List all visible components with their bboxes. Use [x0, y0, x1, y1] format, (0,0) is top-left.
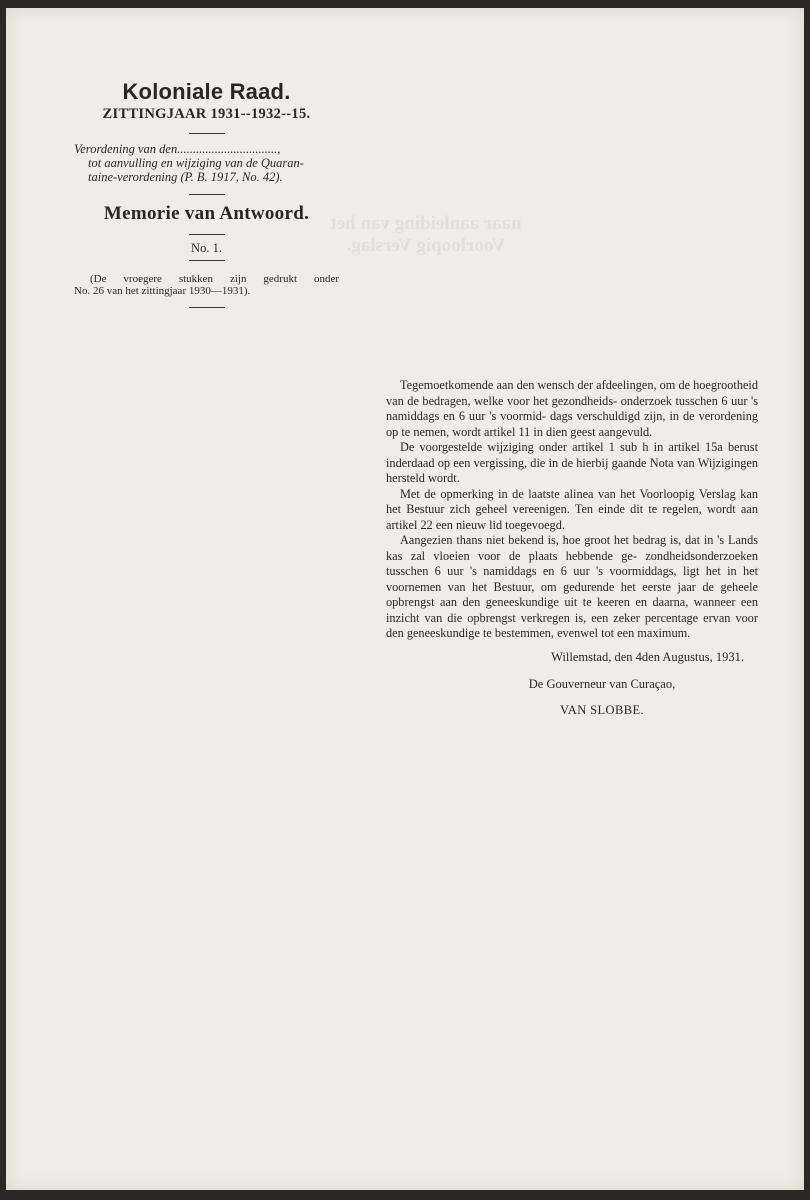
bleed-through-text: naar aanleiding van het Voorloopig Verslag. [330, 213, 522, 256]
divider [189, 133, 225, 134]
body-paragraph: Tegemoetkomende aan den wensch der afdeelingen, om de hoegrootheid van de bedragen, welke voor het gezondheids- onderzoek tusschen 6 uur 's namiddags en 6 uur 's voormid- dags verschuldigd zijn, in de verordening op te nemen, wordt artikel 11 in dien geest aangevuld. [386, 378, 759, 439]
header-column [74, 80, 339, 316]
body-paragraph: Met de opmerking in de laatste alinea van het Voorloopig Verslag kan het Bestuur zich geheel vereenigen. Ten einde dit te regelen, wordt aan artikel 22 een nieuw lid toegevoegd. [386, 486, 758, 532]
ordinance-line: taine-verordening (P. B. 1917, No. 42). [88, 170, 283, 184]
body-paragraph: De voorgestelde wijziging onder artikel 1 sub h in artikel 15a berust inderdaad op een vergissing, die in de hierbij gaande Nota van Wijzigingen hersteld wordt. [386, 440, 758, 485]
signature-name: VAN SLOBBE. [559, 702, 645, 717]
divider [189, 307, 225, 308]
divider [189, 194, 225, 195]
council-title: Koloniale Raad. [122, 79, 291, 104]
previous-documents-note [74, 273, 339, 297]
divider [189, 260, 225, 261]
ordinance-line: Verordening van den................................, [74, 142, 281, 156]
note-line: (De vroegere stukken zijn gedrukt onder [90, 273, 339, 285]
document-page [6, 8, 804, 1190]
ordinance-line: tot aanvulling en wijziging van de Quaran- [88, 156, 304, 170]
document-number: No. 1. [191, 241, 222, 255]
place-date: Willemstad, den 4den Augustus, 1931. [551, 649, 744, 664]
note-line: No. 26 van het zittingjaar 1930—1931). [74, 285, 251, 297]
divider [189, 234, 225, 235]
ordinance-title [74, 142, 339, 184]
memorie-body [386, 378, 758, 718]
governor-title: De Gouverneur van Curaçao, [528, 677, 676, 691]
memorie-title: Memorie van Antwoord. [103, 203, 310, 224]
body-paragraph: Aangezien thans niet bekend is, hoe groot het bedrag is, dat in 's Lands kas zal vloeien voor de plaats hebbende ge- zondheidsonderzoeken tusschen 6 uur 's namiddags en 6 uur 's voormiddags, ligt het in het voornemen van het Bestuur, om gedurende het eerste jaar de geheele opbrengst aan den geneeskundige uit te keeren en daarna, wanneer een inzicht van die opbrengst verkregen is, een zeker percentage ervan voor den geneeskundige te bestemmen, evenwel tot een maximum. [386, 533, 758, 640]
session-year: ZITTINGJAAR 1931--1932--15. [102, 106, 311, 122]
